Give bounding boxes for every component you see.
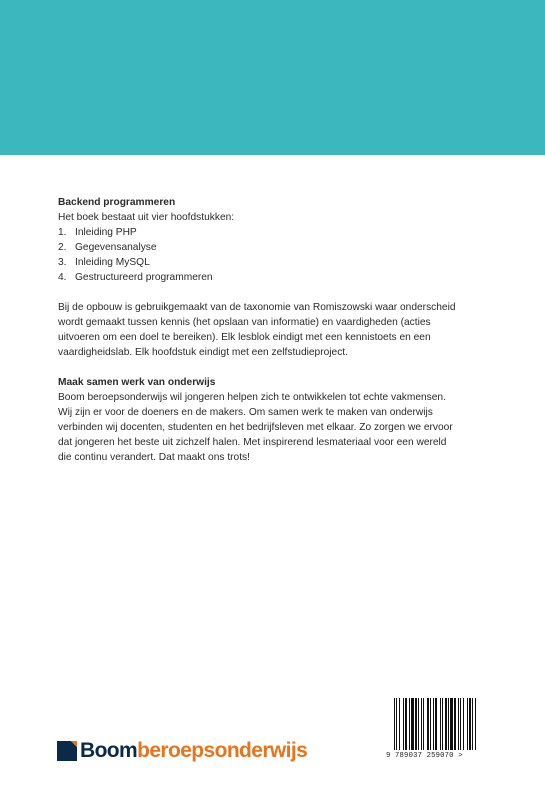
publisher-paragraph [58,390,498,465]
logo-text-beroepsonderwijs: beroepsonderwijs [137,739,308,762]
taxonomy-paragraph [58,300,498,360]
text-line: die continu verandert. Dat maakt ons trots! [58,452,250,463]
chapter-number: 4. [58,272,67,283]
chapter-list [58,225,498,285]
section-title-publisher: Maak samen werk van onderwijs [58,377,216,388]
chapter-label: Inleiding PHP [75,227,137,238]
isbn-number: 9 789037 259070 > [386,752,463,760]
text-line: uitvoeren om een doel te bereiken). Elk lesblok eindigt met een kennistoets en een [58,332,431,343]
text-line: verbinden wij docenten, studenten en het bedrijfsleven met elkaar. Zo zorgen we ervoor [58,422,453,433]
chapter-item [58,240,498,255]
chapter-number: 1. [58,227,67,238]
text-line: vaardigheidslab. Elk hoofdstuk eindigt met een zelfstudieproject. [58,347,348,358]
text-line: Wij zijn er voor de doeners en de makers. Om samen werk te maken van onderwijs [58,407,433,418]
chapter-number: 2. [58,242,67,253]
text-line: Boom beroepsonderwijs wil jongeren helpen zich te ontwikkelen tot echte vakmensen. [58,392,446,403]
text-line: dat jongeren het beste uit zichzelf halen. Met inspirerend lesmateriaal voor een wereld [58,437,447,448]
cover-color-band [0,0,545,155]
isbn-barcode [386,698,498,764]
text-line: Bij de opbouw is gebruikgemaakt van de taxonomie van Romiszowski waar onderscheid [58,302,456,313]
book-intro: Het boek bestaat uit vier hoofdstukken: [58,212,235,223]
chapter-label: Gestructureerd programmeren [75,272,213,283]
boom-logo-icon [57,739,77,763]
chapter-label: Inleiding MySQL [75,257,150,268]
publisher-logo [57,737,307,765]
barcode-icon [392,698,492,750]
section-title-backend: Backend programmeren [58,197,176,208]
chapter-item [58,225,498,240]
chapter-item [58,255,498,270]
chapter-number: 3. [58,257,67,268]
back-cover-text [58,195,498,465]
text-line: wordt gemaakt tussen kennis (het opslaan van informatie) en vaardigheden (acties [58,317,431,328]
chapter-label: Gegevensanalyse [75,242,157,253]
logo-text-boom: Boom [80,739,138,762]
chapter-item [58,270,498,285]
